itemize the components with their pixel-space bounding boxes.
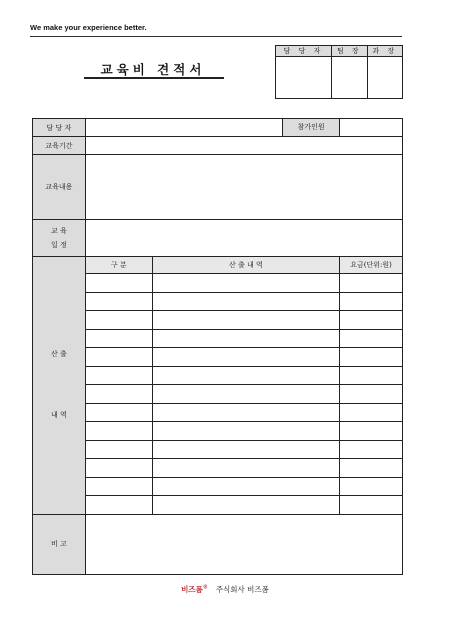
calc-cell-details[interactable] bbox=[152, 422, 339, 441]
calc-cell-details[interactable] bbox=[152, 311, 339, 330]
manager-label: 담 당 자 bbox=[33, 119, 86, 137]
period-label: 교육기간 bbox=[33, 137, 86, 155]
calc-cell-details[interactable] bbox=[152, 459, 339, 478]
calc-cell-category[interactable] bbox=[85, 292, 152, 311]
schedule-label-line2: 일 정 bbox=[51, 241, 67, 249]
header-divider bbox=[30, 36, 402, 37]
calc-cell-details[interactable] bbox=[152, 385, 339, 404]
calc-cell-fee[interactable] bbox=[340, 459, 403, 478]
calc-cell-fee[interactable] bbox=[340, 385, 403, 404]
calc-cell-details[interactable] bbox=[152, 496, 339, 515]
calc-header-fee: 요금(단위:원) bbox=[340, 257, 403, 274]
calc-cell-fee[interactable] bbox=[340, 366, 403, 385]
tagline: We make your experience better. bbox=[30, 23, 147, 32]
remarks-label: 비 고 bbox=[33, 514, 86, 574]
approval-box bbox=[275, 45, 403, 99]
content-label: 교육내용 bbox=[33, 155, 86, 220]
calc-cell-fee[interactable] bbox=[340, 274, 403, 293]
calc-cell-details[interactable] bbox=[152, 403, 339, 422]
calc-cell-category[interactable] bbox=[85, 329, 152, 348]
calc-header-category: 구 분 bbox=[85, 257, 152, 274]
approval-label-manager: 담 당 자 bbox=[276, 46, 332, 57]
approval-cell-manager[interactable] bbox=[276, 57, 332, 99]
schedule-label-line1: 교 육 bbox=[51, 227, 67, 235]
calc-label bbox=[33, 257, 86, 515]
calc-cell-fee[interactable] bbox=[340, 348, 403, 367]
title-underline bbox=[84, 77, 224, 79]
content-field[interactable] bbox=[85, 155, 402, 220]
calc-header-details: 산 출 내 역 bbox=[152, 257, 339, 274]
participants-label: 참가인원 bbox=[282, 119, 339, 136]
manager-field[interactable] bbox=[85, 119, 339, 137]
approval-label-team-lead: 팀 장 bbox=[332, 46, 367, 57]
calc-cell-fee[interactable] bbox=[340, 496, 403, 515]
estimate-form bbox=[32, 118, 403, 575]
calc-cell-details[interactable] bbox=[152, 366, 339, 385]
brand-registered-mark: ® bbox=[202, 584, 208, 591]
calc-label-line1: 산 출 bbox=[51, 350, 67, 359]
calc-cell-fee[interactable] bbox=[340, 477, 403, 496]
approval-cell-section-chief[interactable] bbox=[367, 57, 402, 99]
participants-field[interactable] bbox=[340, 119, 403, 137]
calc-cell-category[interactable] bbox=[85, 366, 152, 385]
calc-cell-fee[interactable] bbox=[340, 311, 403, 330]
document-title: 교육비 견적서 bbox=[100, 62, 206, 77]
calc-cell-category[interactable] bbox=[85, 496, 152, 515]
calc-cell-category[interactable] bbox=[85, 422, 152, 441]
calc-cell-category[interactable] bbox=[85, 440, 152, 459]
calc-cell-details[interactable] bbox=[152, 292, 339, 311]
calc-cell-details[interactable] bbox=[152, 329, 339, 348]
period-field[interactable] bbox=[85, 137, 402, 155]
remarks-field[interactable] bbox=[85, 514, 402, 574]
calc-cell-details[interactable] bbox=[152, 440, 339, 459]
calc-cell-fee[interactable] bbox=[340, 440, 403, 459]
calc-cell-category[interactable] bbox=[85, 274, 152, 293]
approval-cell-team-lead[interactable] bbox=[332, 57, 367, 99]
calc-cell-category[interactable] bbox=[85, 477, 152, 496]
company-name: 주식회사 비즈폼 bbox=[215, 585, 269, 594]
calc-cell-details[interactable] bbox=[152, 274, 339, 293]
calc-cell-fee[interactable] bbox=[340, 329, 403, 348]
brand-logo: 비즈폼 bbox=[181, 585, 203, 594]
calc-label-line2: 내 역 bbox=[51, 411, 67, 420]
calc-cell-category[interactable] bbox=[85, 385, 152, 404]
approval-label-section-chief: 과 장 bbox=[367, 46, 402, 57]
schedule-field[interactable] bbox=[85, 220, 402, 257]
footer bbox=[0, 584, 450, 595]
calc-cell-fee[interactable] bbox=[340, 403, 403, 422]
calc-cell-category[interactable] bbox=[85, 348, 152, 367]
calc-cell-details[interactable] bbox=[152, 348, 339, 367]
calc-cell-category[interactable] bbox=[85, 459, 152, 478]
calc-cell-fee[interactable] bbox=[340, 422, 403, 441]
schedule-label bbox=[33, 220, 86, 257]
calc-cell-category[interactable] bbox=[85, 403, 152, 422]
calc-cell-category[interactable] bbox=[85, 311, 152, 330]
calc-cell-details[interactable] bbox=[152, 477, 339, 496]
calc-cell-fee[interactable] bbox=[340, 292, 403, 311]
